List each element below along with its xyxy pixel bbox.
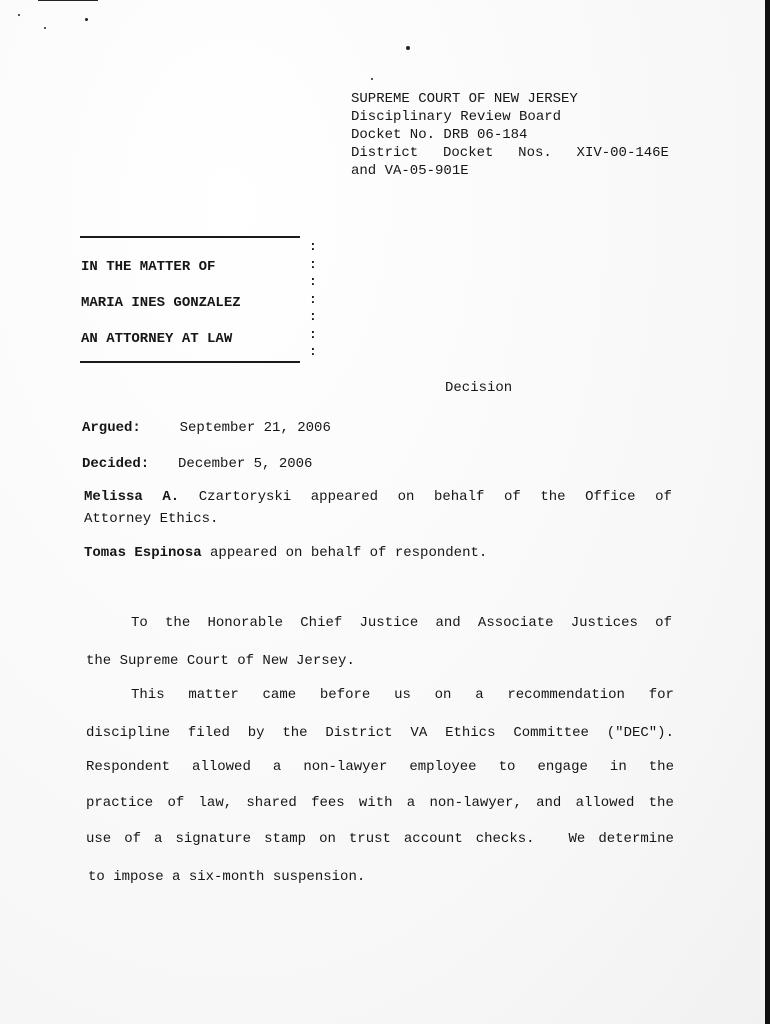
word: a	[475, 687, 484, 703]
word: us	[394, 687, 411, 703]
word: checks.	[475, 831, 535, 847]
scan-speck	[18, 14, 20, 16]
word: the	[648, 795, 674, 811]
word: a	[154, 831, 163, 847]
word: fees	[311, 795, 345, 811]
word: and	[536, 795, 562, 811]
caption-line-matter: IN THE MATTER OF	[81, 259, 216, 275]
scan-speck	[406, 46, 410, 50]
argued-date: September 21, 2006	[179, 420, 331, 436]
word: with	[358, 795, 393, 811]
decided-date: December 5, 2006	[178, 456, 313, 472]
caption-line-name: MARIA INES GONZALEZ	[81, 295, 241, 311]
word: matter	[188, 687, 239, 703]
caption-top-rule	[80, 236, 300, 238]
word: determine	[598, 831, 674, 847]
word: the	[165, 615, 191, 631]
paragraph-line5	[86, 830, 674, 848]
word: Chief	[300, 615, 343, 631]
respondent-appearance-text: appeared on behalf of respondent.	[201, 545, 488, 561]
word: To	[131, 615, 148, 631]
word: of	[655, 489, 672, 505]
word: account	[403, 831, 463, 847]
word: on	[434, 687, 452, 703]
word: District	[351, 145, 419, 161]
word: Ethics	[445, 725, 496, 741]
word: of	[655, 615, 672, 631]
word: in	[609, 759, 627, 775]
district-docket-line	[351, 144, 669, 162]
word: on	[319, 831, 336, 847]
word: on	[397, 489, 415, 505]
word: A.	[162, 489, 180, 505]
salutation-line1	[131, 614, 672, 632]
word: Justice	[359, 615, 419, 631]
word: appeared	[310, 489, 378, 505]
word: practice	[86, 795, 154, 811]
word: engage	[537, 759, 588, 775]
word: of	[167, 795, 185, 811]
word: of	[503, 489, 521, 505]
word: came	[262, 687, 297, 703]
word: We	[568, 831, 586, 847]
word: Czartoryski	[198, 489, 292, 505]
decision-title: Decision	[445, 380, 513, 396]
scan-speck	[44, 27, 46, 29]
word: law,	[198, 795, 233, 811]
word: allowed	[575, 795, 635, 811]
decided-line	[82, 455, 312, 473]
word: by	[247, 725, 265, 741]
word: recommendation	[507, 687, 625, 703]
caption-colon-column: : : : : : : :	[309, 239, 317, 359]
word: Associate	[477, 615, 554, 631]
board-name: Disciplinary Review Board	[351, 109, 562, 125]
court-name: SUPREME COURT OF NEW JERSEY	[351, 91, 578, 107]
word: a	[272, 759, 282, 775]
word: Docket	[442, 145, 494, 161]
scan-speck	[371, 78, 373, 80]
word: trust	[348, 831, 391, 847]
respondent-appearance	[84, 544, 487, 562]
word: Nos.	[518, 145, 552, 161]
word: Justices	[570, 615, 638, 631]
argued-line	[82, 419, 331, 437]
word: Respondent	[86, 759, 171, 775]
word: signature	[175, 831, 252, 847]
word: filed	[187, 725, 230, 741]
paragraph-line2	[86, 724, 674, 742]
argued-label: Argued:	[82, 420, 141, 436]
word: a	[406, 795, 416, 811]
word: VA	[410, 725, 428, 741]
word: XIV-00-146E	[576, 145, 669, 161]
word: behalf	[433, 489, 485, 505]
word: the	[540, 489, 566, 505]
caption-bottom-rule	[80, 361, 300, 363]
word: Melissa	[84, 489, 143, 505]
oae-appearance-line1	[84, 488, 672, 506]
word: non-lawyer	[303, 759, 388, 775]
docket-number: Docket No. DRB 06-184	[351, 127, 528, 143]
paragraph-line6: to impose a six-month suspension.	[88, 869, 366, 885]
district-docket-continuation: and VA-05-901E	[351, 163, 469, 179]
word: discipline	[86, 725, 171, 741]
word: This	[131, 687, 165, 703]
scan-speck	[38, 0, 98, 1]
word: and	[435, 615, 461, 631]
word: before	[319, 687, 371, 703]
word: employee	[409, 759, 477, 775]
word: District	[325, 725, 393, 741]
scan-speck	[85, 18, 88, 21]
word: ("DEC").	[606, 725, 674, 741]
decided-label: Decided:	[82, 456, 150, 472]
oae-appearance-line2: Attorney Ethics.	[84, 511, 219, 527]
scan-edge	[765, 0, 770, 1024]
word: the	[282, 725, 308, 741]
word: non-lawyer,	[429, 795, 522, 811]
word: of	[124, 831, 142, 847]
respondent-counsel-name: Tomas Espinosa	[84, 545, 202, 561]
word: to	[498, 759, 516, 775]
word: Office	[585, 489, 636, 505]
paragraph-line1	[131, 686, 674, 704]
word: shared	[246, 795, 297, 811]
word: Committee	[513, 725, 589, 741]
word: Honorable	[207, 615, 284, 631]
word: use	[86, 831, 112, 847]
paragraph-line3	[86, 758, 674, 776]
word: for	[648, 687, 674, 703]
word: stamp	[264, 831, 307, 847]
salutation-line2: the Supreme Court of New Jersey.	[86, 653, 355, 669]
caption-line-attorney: AN ATTORNEY AT LAW	[81, 331, 233, 347]
word: allowed	[192, 759, 251, 775]
word: the	[648, 759, 674, 775]
case-header	[351, 90, 669, 180]
paragraph-line4	[86, 794, 674, 812]
